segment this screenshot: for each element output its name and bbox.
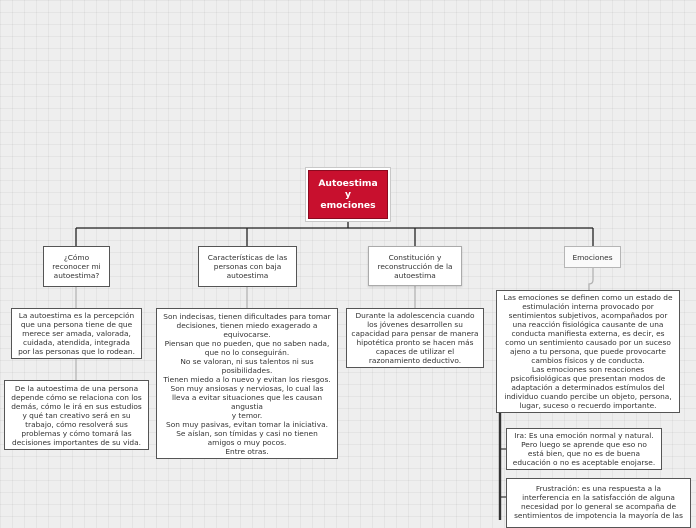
subtopic-caracteristicas-lista[interactable]: Son indecisas, tienen dificultades para tomar decisiones, tienen miedo exagerado a equivocarse. Piensan que no pueden, que no saben nada, que no lo conseguirán. No se valoran, ni sus talentos ni sus posibilidades. Tienen miedo a lo nuevo y evitan los riesgos. Son muy ansiosas y nerviosas, lo cual las lleva a evitar situaciones que les causan angustia y temor. Son muy pasivas, evitan tomar la iniciativa. Se aíslan, son tímidas y casi no tienen amigos o muy pocos. Entre otras. — [156, 308, 338, 459]
subtopic-relacion-con-demas[interactable]: De la autoestima de una persona depende cómo se relaciona con los demás, cómo le irá en sus estudios y qué tan creativo será en su trabajo, cómo resolverá sus problemas y cómo tomará las decisiones importantes de su vida. — [4, 380, 149, 450]
root-topic[interactable]: Autoestima y emociones — [308, 170, 388, 219]
topic-constitucion-autoestima[interactable]: Constitución y reconstrucción de la autoestima — [368, 246, 462, 286]
topic-como-reconocer-autoestima[interactable]: ¿Cómo reconocer mi autoestima? — [43, 246, 110, 287]
subtopic-adolescencia[interactable]: Durante la adolescencia cuando los jóvenes desarrollen su capacidad para pensar de manera hipotética pronto se hacen más capaces de utilizar el razonamiento deductivo. — [346, 308, 484, 368]
subtopic-definicion-emociones[interactable]: Las emociones se definen como un estado de estimulación interna provocado por sentimientos subjetivos, acompañados por una reacción fisiológica causante de una conducta manifiesta externa, es decir, es como un sentimiento causado por un suceso ajeno a tu persona, que puede provocarte cambios físicos y de conducta. Las emociones son reacciones psicofisiológicas que presentan modos de adaptación a determinados estímulos del individuo cuando percibe un objeto, persona, lugar, suceso o recuerdo importante. — [496, 290, 680, 413]
topic-emociones[interactable]: Emociones — [564, 246, 621, 268]
sub-4a-connector — [589, 268, 593, 290]
subtopic-ira[interactable]: Ira: Es una emoción normal y natural. Pero luego se aprende que eso no está bien, que no es de buena educación o no es aceptable enojarse. — [506, 428, 662, 470]
subtopic-percepcion[interactable]: La autoestima es la percepción que una persona tiene de que merece ser amada, valorada, cuidada, atendida, integrada por las personas que lo rodean. — [11, 308, 142, 359]
topic-caracteristicas-baja-autoestima[interactable]: Características de las personas con baja autoestima — [198, 246, 297, 287]
subtopic-frustracion[interactable]: Frustración: es una respuesta a la interferencia en la satisfacción de alguna necesidad por lo general se acompaña de sentimientos de impotencia la mayoría de las — [506, 478, 691, 528]
